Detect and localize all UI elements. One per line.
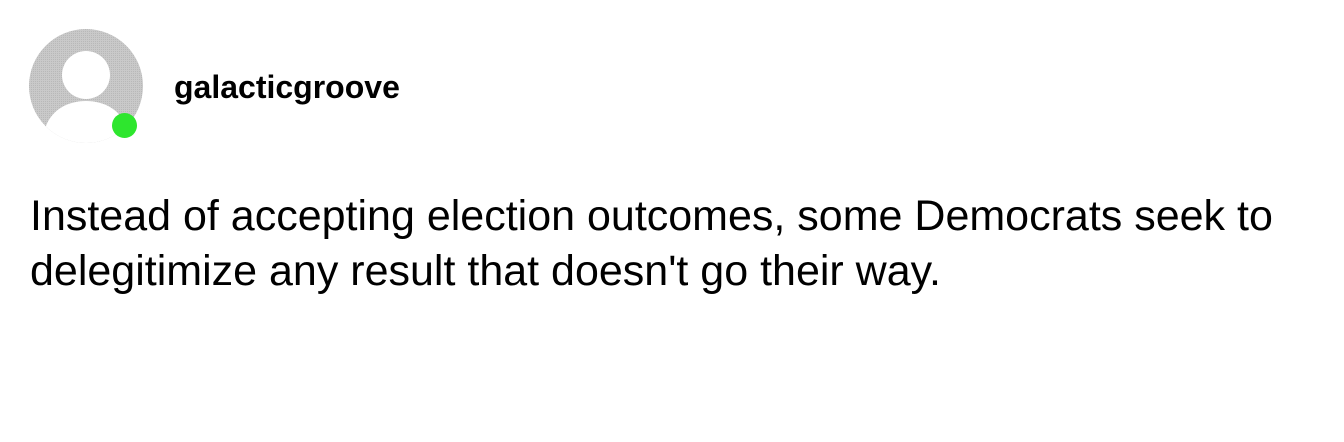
username[interactable]: galacticgroove <box>174 69 400 105</box>
online-status-indicator <box>112 113 137 138</box>
avatar[interactable] <box>29 29 143 143</box>
post-text: Instead of accepting election outcomes, some Democrats seek to delegitimize any result that doesn't go their way. <box>30 192 1273 295</box>
